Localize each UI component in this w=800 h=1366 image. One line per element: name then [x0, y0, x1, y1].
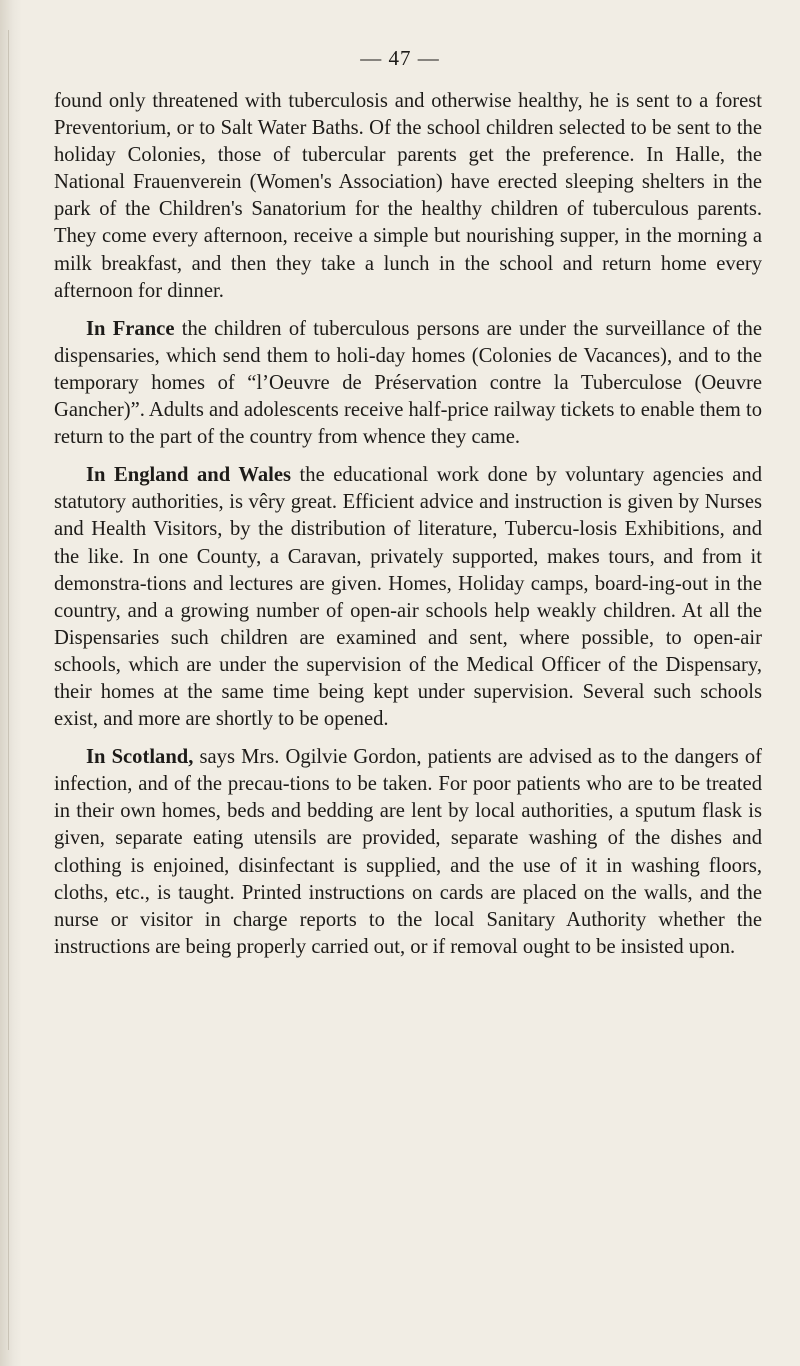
page-margin-line	[8, 30, 9, 1350]
body-text	[54, 88, 762, 972]
paragraph-text: found only threatened with tuberculosis and otherwise healthy, he is sent to a forest Preventorium, or to Salt Water Baths. Of the school children selected to be sent to the holiday Colonies, those of tubercular parents get the preference. In Halle, the National Frauenverein (Women's Association) have erected sleeping shelters in the park of the Children's Sanatorium for the healthy children of tuberculous parents. They come every afternoon, receive a simple but nourishing supper, in the morning a milk breakfast, and then they take a lunch in the school and return home every afternoon for dinner.	[54, 90, 762, 302]
paragraph-lead: In England and Wales	[86, 464, 291, 487]
paragraph-germany	[54, 88, 762, 305]
paragraph-england-wales	[54, 462, 762, 733]
paragraph-scotland	[54, 744, 762, 961]
paragraph-france	[54, 316, 762, 451]
paragraph-text: says Mrs. Ogilvie Gordon, patients are advised as to the dangers of infection, and of the precau-tions to be taken. For poor patients who are to be treated in their own homes, beds and bedding are lent by local authorities, a sputum flask is given, separate eating utensils are provided, separate washing of the dishes and clothing is enjoined, disinfectant is supplied, and the use of it in washing floors, cloths, etc., is taught. Printed instructions on cards are placed on the walls, and the nurse or visitor in charge reports to the local Sanitary Authority whether the instructions are being properly carried out, or if removal ought to be insisted upon.	[54, 746, 762, 958]
paragraph-text: the educational work done by voluntary agencies and statutory authorities, is vêry great. Efficient advice and instruction is given by Nurses and Health Visitors, by the distribution of literature, Tubercu-losis Exhibitions, and the like. In one County, a Caravan, privately supported, makes tours, and from it demonstra-tions and lectures are given. Homes, Holiday camps, board-ing-out in the country, and a growing number of open-air schools help weakly children. At all the Dispensaries such children are examined and sent, where possible, to open-air schools, which are under the supervision of the Medical Officer of the Dispensary, their homes at the same time being kept under supervision. Several such schools exist, and more are shortly to be opened.	[54, 464, 762, 731]
page-number: — 47 —	[360, 46, 440, 70]
paragraph-lead: In France	[86, 317, 175, 340]
page-edge-shadow	[0, 0, 22, 1366]
paragraph-lead: In Scotland,	[86, 746, 194, 769]
paragraph-text: the children of tuberculous persons are under the surveillance of the dispensaries, which send them to holi-day homes (Colonies de Vacances), and to the temporary homes of “l’Oeuvre de Préservation contre la Tuberculose (Oeuvre Gancher)”. Adults and adolescents receive half-price railway tickets to enable them to return to the part of the country from whence they came.	[54, 317, 762, 449]
